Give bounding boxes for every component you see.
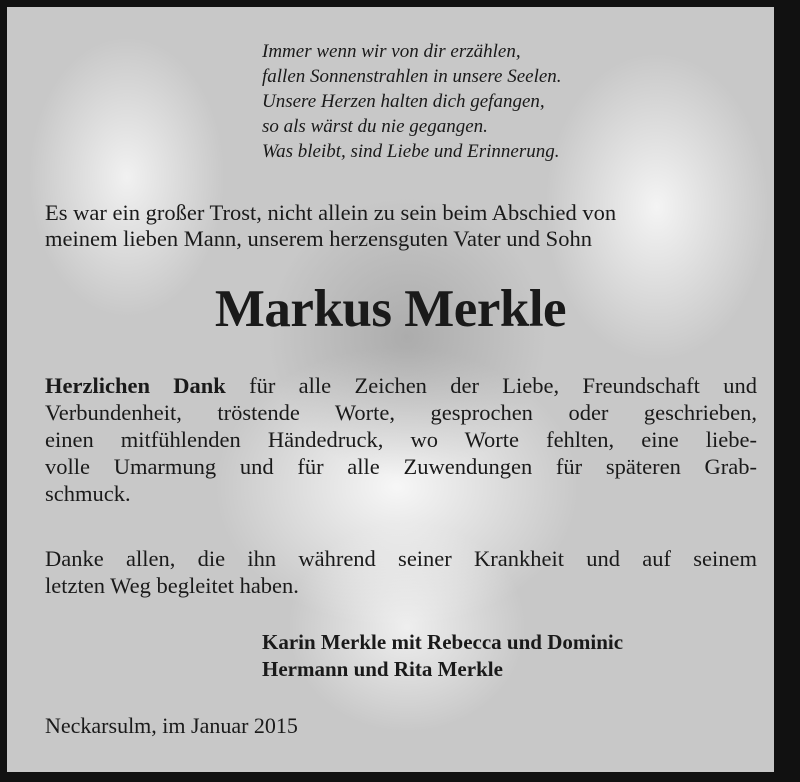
poem-line: Immer wenn wir von dir erzählen, [262,41,521,62]
thanks-line: Verbundenheit, tröstende Worte, gesprochen oder geschrieben, [45,400,757,425]
signature-line: Karin Merkle mit Rebecca und Dominic [262,630,624,654]
poem-line: fallen Sonnenstrahlen in unsere Seelen. [262,66,562,87]
thanks-line: schmuck. [45,481,131,506]
signatures [262,629,623,683]
poem-line: so als wärst du nie gegangen. [262,116,488,137]
thanks-line: volle Umarmung und für alle Zuwendungen für späteren Grab- [45,454,757,479]
place-date: Neckarsulm, im Januar 2015 [45,713,298,738]
closing-line: Danke allen, die ihn während seiner Krankheit und auf seinem [45,546,757,571]
poem-line: Was bleibt, sind Liebe und Erinnerung. [262,141,560,162]
poem-line: Unsere Herzen halten dich gefangen, [262,91,545,112]
obituary-notice [7,7,774,772]
thanks-paragraph [45,372,757,507]
deceased-name: Markus Merkle [214,280,567,338]
signature-line: Hermann und Rita Merkle [262,657,503,681]
thanks-line [45,372,757,399]
closing-paragraph [45,545,757,599]
intro-text [45,200,765,252]
thanks-line: einen mitfühlenden Händedruck, wo Worte fehlten, eine liebe- [45,427,757,452]
closing-line: letzten Weg begleitet haben. [45,573,299,598]
thanks-lead: Herzlichen Dank [45,373,226,398]
poem [262,39,562,164]
intro-line: meinem lieben Mann, unserem herzensguten Vater und Sohn [45,226,592,251]
thanks-text: für alle Zeichen der Liebe, Freundschaft und [225,373,757,398]
intro-line: Es war ein großer Trost, nicht allein zu sein beim Abschied von [45,200,617,225]
